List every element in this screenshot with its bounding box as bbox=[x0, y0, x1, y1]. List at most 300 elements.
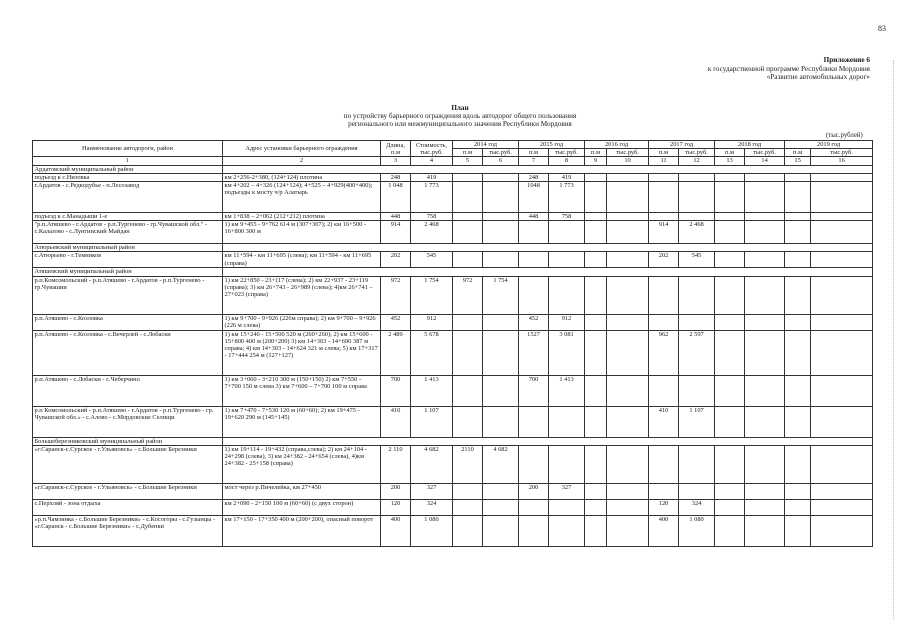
year-value bbox=[745, 445, 785, 483]
year-value: 912 bbox=[549, 314, 585, 330]
section-title: Атюрьевский муниципальный район bbox=[33, 244, 223, 252]
year-value: 202 bbox=[649, 252, 679, 268]
barrier-address: 1) км 19+114 - 19+432 (справа,слева); 2) км 24+104 - 24+298 (слева), 3) км 24+382 - 24+654 (слева), 4)км 24+382 - 25+158 (справа) bbox=[223, 445, 381, 483]
barrier-address: км 11+594 - км 11+695 (слева); км 11+594 - км 11+695 (справа) bbox=[223, 252, 381, 268]
header-cost-tr: тыс.руб. bbox=[549, 149, 585, 157]
year-value bbox=[679, 276, 715, 314]
column-number: 14 bbox=[745, 157, 785, 165]
year-value bbox=[453, 213, 483, 221]
column-number: 16 bbox=[811, 157, 873, 165]
year-value bbox=[715, 252, 745, 268]
year-value bbox=[519, 221, 549, 244]
column-number-row bbox=[33, 157, 873, 165]
cost-value: 1 754 bbox=[411, 276, 453, 314]
year-value: 2 468 bbox=[679, 221, 715, 244]
year-value bbox=[453, 252, 483, 268]
year-value: 1527 bbox=[519, 330, 549, 375]
road-name: «г.Саранск-с.Сурское - г.Ульяновск» - с.Большие Березники bbox=[33, 445, 223, 483]
section-filler bbox=[223, 165, 873, 173]
year-value bbox=[453, 406, 483, 437]
year-value: 1048 bbox=[519, 182, 549, 213]
column-number: 13 bbox=[715, 157, 745, 165]
table-row bbox=[33, 445, 873, 483]
year-value bbox=[785, 499, 811, 515]
document-title-line-2: регионального или межмуниципального значения Республики Мордовия bbox=[348, 120, 572, 129]
year-value bbox=[785, 213, 811, 221]
year-value: 972 bbox=[453, 276, 483, 314]
year-value bbox=[549, 499, 585, 515]
document-title-line-1: по устройству барьерного ограждения вдоль автодорог общего пользования bbox=[343, 112, 577, 121]
appendix-header bbox=[560, 56, 870, 82]
length-value: 914 bbox=[381, 221, 411, 244]
year-value bbox=[785, 276, 811, 314]
road-name: с.Перхляй - зона отдыха bbox=[33, 499, 223, 515]
year-value bbox=[745, 499, 785, 515]
year-value bbox=[785, 252, 811, 268]
year-value bbox=[585, 499, 607, 515]
year-value bbox=[585, 330, 607, 375]
year-value bbox=[453, 173, 483, 181]
year-value: 1 754 bbox=[483, 276, 519, 314]
year-value bbox=[679, 314, 715, 330]
road-name: "р.п.Атяшево - г.Ардатов - р.п.Тургенево - гр.Чувашской обл." - с.Калазово - с.Лунгинский Майдан bbox=[33, 221, 223, 244]
header-cost-tr: тыс.руб. bbox=[607, 149, 649, 157]
table-row bbox=[33, 406, 873, 437]
year-value bbox=[745, 221, 785, 244]
appendix-line-2: «Развитие автомобильных дорог» bbox=[766, 73, 870, 82]
road-name: подъезд к с.Манадыши 1-е bbox=[33, 213, 223, 221]
year-value: 120 bbox=[649, 499, 679, 515]
cost-value: 758 bbox=[411, 213, 453, 221]
length-value: 700 bbox=[381, 375, 411, 406]
year-value bbox=[453, 182, 483, 213]
year-value bbox=[785, 406, 811, 437]
year-value: 410 bbox=[649, 406, 679, 437]
length-value: 972 bbox=[381, 276, 411, 314]
section-filler bbox=[223, 268, 873, 276]
header-cost-tr: тыс.руб. bbox=[679, 149, 715, 157]
barrier-address: 1) км 7+470 - 7+530 120 м (60+60); 2) км 19+475 - 19+620 290 м (145+145) bbox=[223, 406, 381, 437]
road-name: р.п.Комсомольский - р.п.Атяшево - г.Ардатов - р.п.Тургенево - гр.Чувашии bbox=[33, 276, 223, 314]
year-value bbox=[745, 213, 785, 221]
year-value bbox=[649, 213, 679, 221]
column-number: 5 bbox=[453, 157, 483, 165]
year-value bbox=[679, 182, 715, 213]
year-value bbox=[453, 515, 483, 546]
year-value bbox=[519, 445, 549, 483]
year-value bbox=[745, 483, 785, 499]
year-value bbox=[483, 515, 519, 546]
year-value bbox=[549, 406, 585, 437]
year-value: 1 773 bbox=[549, 182, 585, 213]
year-value bbox=[745, 252, 785, 268]
year-value bbox=[811, 375, 873, 406]
table-row bbox=[33, 375, 873, 406]
year-value bbox=[715, 445, 745, 483]
length-value: 400 bbox=[381, 515, 411, 546]
section-row bbox=[33, 437, 873, 445]
year-value bbox=[649, 314, 679, 330]
year-value bbox=[607, 483, 649, 499]
year-value bbox=[585, 406, 607, 437]
year-value bbox=[745, 406, 785, 437]
road-name: «р.п.Чамзинка - с.Большие Березники» - с.Косогоры - с.Гузынцы - «г.Саранск - с.Большие Березники» - с.Дубенки bbox=[33, 515, 223, 546]
year-value: 758 bbox=[549, 213, 585, 221]
year-value bbox=[607, 515, 649, 546]
year-value: 545 bbox=[679, 252, 715, 268]
year-value bbox=[811, 483, 873, 499]
year-value bbox=[607, 499, 649, 515]
road-name: р.п.Атяшево - с.Козловка bbox=[33, 314, 223, 330]
column-number: 6 bbox=[483, 157, 519, 165]
length-value: 200 bbox=[381, 483, 411, 499]
cost-value: 324 bbox=[411, 499, 453, 515]
section-filler bbox=[223, 244, 873, 252]
column-number: 7 bbox=[519, 157, 549, 165]
cost-value: 419 bbox=[411, 173, 453, 181]
year-value: 2 597 bbox=[679, 330, 715, 375]
year-value bbox=[483, 182, 519, 213]
cost-value: 912 bbox=[411, 314, 453, 330]
year-value: 962 bbox=[649, 330, 679, 375]
header-year-2019: 2019 год bbox=[785, 141, 873, 149]
year-value bbox=[679, 213, 715, 221]
column-number: 11 bbox=[649, 157, 679, 165]
year-value: 200 bbox=[519, 483, 549, 499]
table-row bbox=[33, 252, 873, 268]
year-value bbox=[549, 515, 585, 546]
header-name: Наименование автодороги, район bbox=[33, 141, 223, 157]
cost-value: 1 080 bbox=[411, 515, 453, 546]
year-value bbox=[715, 182, 745, 213]
year-value: 1 413 bbox=[549, 375, 585, 406]
cost-value: 2 468 bbox=[411, 221, 453, 244]
year-value bbox=[585, 483, 607, 499]
table-body bbox=[33, 157, 873, 546]
year-value bbox=[785, 182, 811, 213]
table-row bbox=[33, 483, 873, 499]
header-length-pm: п.м bbox=[519, 149, 549, 157]
appendix-line-1: к государственной программе Республики Мордовия bbox=[707, 64, 870, 73]
year-value bbox=[649, 375, 679, 406]
year-value bbox=[649, 445, 679, 483]
year-value bbox=[483, 330, 519, 375]
year-value bbox=[715, 515, 745, 546]
year-value bbox=[811, 252, 873, 268]
year-value: 4 682 bbox=[483, 445, 519, 483]
header-cost: Стоимость, тыс.руб. bbox=[411, 141, 453, 157]
year-value bbox=[607, 173, 649, 181]
year-value bbox=[715, 221, 745, 244]
year-value bbox=[649, 173, 679, 181]
barrier-address: мост через р.Пичелейка, км 27+450 bbox=[223, 483, 381, 499]
year-value bbox=[607, 445, 649, 483]
section-title: Большеберезниковский муниципальный район bbox=[33, 437, 223, 445]
year-value: 700 bbox=[519, 375, 549, 406]
year-value bbox=[607, 276, 649, 314]
year-value: 1 080 bbox=[679, 515, 715, 546]
table-row bbox=[33, 499, 873, 515]
barrier-address: км 4+202 – 4+326 (124+124); 4+525 – 4+929(400+400); подъезды к мосту ч/р Алатырь bbox=[223, 182, 381, 213]
column-number: 3 bbox=[381, 157, 411, 165]
page-number: 83 bbox=[878, 24, 886, 33]
year-value: 248 bbox=[519, 173, 549, 181]
year-value bbox=[453, 330, 483, 375]
length-value: 410 bbox=[381, 406, 411, 437]
table-row bbox=[33, 173, 873, 181]
year-value bbox=[585, 375, 607, 406]
year-value bbox=[607, 314, 649, 330]
column-number: 8 bbox=[549, 157, 585, 165]
year-value bbox=[715, 314, 745, 330]
year-value bbox=[483, 483, 519, 499]
year-value bbox=[745, 375, 785, 406]
year-value bbox=[811, 314, 873, 330]
year-value bbox=[585, 182, 607, 213]
year-value: 1 107 bbox=[679, 406, 715, 437]
year-value bbox=[785, 173, 811, 181]
header-length-pm: п.м bbox=[785, 149, 811, 157]
year-value bbox=[453, 375, 483, 406]
document-title bbox=[250, 104, 670, 129]
year-value bbox=[649, 182, 679, 213]
year-value bbox=[679, 173, 715, 181]
column-number: 9 bbox=[585, 157, 607, 165]
year-value bbox=[585, 221, 607, 244]
year-value bbox=[453, 483, 483, 499]
units-label: (тыс.рублей) bbox=[826, 132, 863, 139]
year-value bbox=[745, 173, 785, 181]
section-title: Атяшевский муниципальный район bbox=[33, 268, 223, 276]
section-title: Ардатовский муниципальный район bbox=[33, 165, 223, 173]
header-year-2015: 2015 год bbox=[519, 141, 585, 149]
section-row bbox=[33, 244, 873, 252]
year-value bbox=[811, 330, 873, 375]
year-value bbox=[715, 499, 745, 515]
year-value bbox=[585, 515, 607, 546]
table-row bbox=[33, 330, 873, 375]
year-value: 3 081 bbox=[549, 330, 585, 375]
year-value bbox=[607, 406, 649, 437]
year-value bbox=[785, 221, 811, 244]
year-value bbox=[679, 375, 715, 406]
length-value: 452 bbox=[381, 314, 411, 330]
year-value bbox=[715, 375, 745, 406]
cost-value: 1 107 bbox=[411, 406, 453, 437]
year-value bbox=[483, 406, 519, 437]
header-length-pm: п.м bbox=[715, 149, 745, 157]
year-value bbox=[811, 173, 873, 181]
table-row bbox=[33, 182, 873, 213]
road-name: с.Атюрьево - г.Темников bbox=[33, 252, 223, 268]
column-number: 10 bbox=[607, 157, 649, 165]
year-value bbox=[607, 252, 649, 268]
year-value: 419 bbox=[549, 173, 585, 181]
year-value bbox=[549, 445, 585, 483]
year-value bbox=[785, 375, 811, 406]
year-value bbox=[585, 252, 607, 268]
year-value bbox=[585, 314, 607, 330]
year-value bbox=[519, 406, 549, 437]
year-value bbox=[585, 445, 607, 483]
year-value bbox=[549, 276, 585, 314]
header-address: Адрес установки барьерного ограждения bbox=[223, 141, 381, 157]
year-value bbox=[585, 276, 607, 314]
header-cost-tr: тыс.руб. bbox=[745, 149, 785, 157]
year-value: 2110 bbox=[453, 445, 483, 483]
length-value: 120 bbox=[381, 499, 411, 515]
year-value bbox=[811, 221, 873, 244]
year-value bbox=[585, 173, 607, 181]
year-value bbox=[715, 483, 745, 499]
barrier-plan-table bbox=[32, 140, 873, 547]
year-value bbox=[715, 406, 745, 437]
year-value bbox=[649, 483, 679, 499]
scan-edge-line bbox=[893, 60, 895, 620]
year-value bbox=[453, 499, 483, 515]
barrier-address: км 2+090 - 2+150 100 м (60+60) (с двух сторон) bbox=[223, 499, 381, 515]
year-value bbox=[811, 182, 873, 213]
year-value bbox=[715, 330, 745, 375]
length-value: 1 048 bbox=[381, 182, 411, 213]
table-row bbox=[33, 515, 873, 546]
year-value bbox=[519, 515, 549, 546]
year-value: 324 bbox=[679, 499, 715, 515]
year-value bbox=[811, 445, 873, 483]
year-value bbox=[745, 314, 785, 330]
year-value bbox=[607, 375, 649, 406]
year-value bbox=[607, 221, 649, 244]
column-number: 15 bbox=[785, 157, 811, 165]
column-number: 12 bbox=[679, 157, 715, 165]
barrier-address: 1) км 9+700 - 9+926 (226м справа); 2) км 9+700 – 9+926 (226 м слева) bbox=[223, 314, 381, 330]
year-value bbox=[549, 252, 585, 268]
column-number: 1 bbox=[33, 157, 223, 165]
header-length-pm: п.м bbox=[649, 149, 679, 157]
year-value: 914 bbox=[649, 221, 679, 244]
appendix-title: Приложение 6 bbox=[823, 56, 870, 64]
year-value bbox=[745, 276, 785, 314]
year-value bbox=[745, 330, 785, 375]
section-filler bbox=[223, 437, 873, 445]
header-row-top bbox=[33, 141, 873, 149]
table-row bbox=[33, 276, 873, 314]
length-value: 448 bbox=[381, 213, 411, 221]
year-value bbox=[785, 330, 811, 375]
header-cost-tr: тыс.руб. bbox=[483, 149, 519, 157]
year-value bbox=[483, 213, 519, 221]
year-value bbox=[811, 276, 873, 314]
table-row bbox=[33, 213, 873, 221]
year-value bbox=[679, 483, 715, 499]
year-value bbox=[715, 213, 745, 221]
cost-value: 545 bbox=[411, 252, 453, 268]
header-length-pm: п.м bbox=[453, 149, 483, 157]
barrier-address: км 17+150 - 17+350 400 м (200+200), опасный поворот bbox=[223, 515, 381, 546]
year-value bbox=[785, 445, 811, 483]
year-value bbox=[453, 221, 483, 244]
year-value bbox=[811, 499, 873, 515]
document-title-main: План bbox=[451, 104, 469, 112]
length-value: 2 489 bbox=[381, 330, 411, 375]
year-value bbox=[549, 221, 585, 244]
barrier-address: 1) км 3+060 - 3+210 300 м (150+150) 2) км 7+550 - 7+700 150 м слева 3) км 7+600 – 7+700 100 м справа bbox=[223, 375, 381, 406]
year-value: 448 bbox=[519, 213, 549, 221]
road-name: подъезд к с.Низовка bbox=[33, 173, 223, 181]
road-name: р.п Комсомольский - р.п.Атяшево - г.Ардатов - р.п.Тургенево - гр. Чувашской обл.» - с.Алово - с.Мордовские Селищи bbox=[33, 406, 223, 437]
cost-value: 327 bbox=[411, 483, 453, 499]
header-year-2014: 2014 год bbox=[453, 141, 519, 149]
header-length-pm: п.м bbox=[585, 149, 607, 157]
header-year-2016: 2016 год bbox=[585, 141, 649, 149]
year-value bbox=[745, 182, 785, 213]
header-year-2018: 2018 год bbox=[715, 141, 785, 149]
year-value bbox=[519, 252, 549, 268]
year-value bbox=[607, 182, 649, 213]
year-value bbox=[679, 445, 715, 483]
year-value bbox=[483, 375, 519, 406]
year-value bbox=[483, 221, 519, 244]
section-row bbox=[33, 268, 873, 276]
year-value bbox=[811, 213, 873, 221]
year-value bbox=[785, 515, 811, 546]
cost-value: 1 773 bbox=[411, 182, 453, 213]
table-row bbox=[33, 314, 873, 330]
year-value: 327 bbox=[549, 483, 585, 499]
barrier-address: 1) км 15+240 - 15+500 520 м (260+260); 2) км 15+600 - 15+800 400 м (200+200) 3) км 14+303 - 14+690 387 м справа; 4) км 14+303 - 14+624 321 м слева; 5) км 17+317 - 17+444 254 м (127+127) bbox=[223, 330, 381, 375]
year-value bbox=[745, 515, 785, 546]
column-number: 4 bbox=[411, 157, 453, 165]
length-value: 248 bbox=[381, 173, 411, 181]
year-value bbox=[811, 515, 873, 546]
section-row bbox=[33, 165, 873, 173]
year-value bbox=[715, 276, 745, 314]
year-value bbox=[585, 213, 607, 221]
year-value bbox=[715, 173, 745, 181]
cost-value: 5 678 bbox=[411, 330, 453, 375]
year-value: 452 bbox=[519, 314, 549, 330]
year-value bbox=[483, 314, 519, 330]
table-row bbox=[33, 221, 873, 244]
year-value bbox=[483, 173, 519, 181]
road-name: р.п.Атяшево - с.Козловка - с.Вечерлей - с.Лобаски bbox=[33, 330, 223, 375]
header-year-2017: 2017 год bbox=[649, 141, 715, 149]
year-value bbox=[483, 499, 519, 515]
cost-value: 4 682 bbox=[411, 445, 453, 483]
road-name: г.Ардатов - с.Редкодубье - п.Лесозавод bbox=[33, 182, 223, 213]
road-name: «г.Саранск-с.Сурское - г.Ульяновск» - с.Большие Березники bbox=[33, 483, 223, 499]
year-value bbox=[519, 499, 549, 515]
barrier-address: км 1+838 – 2+062 (212+212) плотина bbox=[223, 213, 381, 221]
year-value: 400 bbox=[649, 515, 679, 546]
barrier-address: 1) км 9+455 - 9+762 614 м (307+307); 2) км 16+500 - 16+800 300 м bbox=[223, 221, 381, 244]
length-value: 2 110 bbox=[381, 445, 411, 483]
year-value bbox=[811, 406, 873, 437]
column-number: 2 bbox=[223, 157, 381, 165]
length-value: 202 bbox=[381, 252, 411, 268]
year-value bbox=[785, 483, 811, 499]
header-length: Длина, п.м bbox=[381, 141, 411, 157]
year-value bbox=[607, 213, 649, 221]
year-value bbox=[607, 330, 649, 375]
barrier-address: км 2+256-2+380, (124+124) плотина bbox=[223, 173, 381, 181]
road-name: р.п.Атяшево - с.Лобаски - с.Чеберчино bbox=[33, 375, 223, 406]
year-value bbox=[785, 314, 811, 330]
year-value bbox=[483, 252, 519, 268]
cost-value: 1 413 bbox=[411, 375, 453, 406]
year-value bbox=[649, 276, 679, 314]
header-cost-tr: тыс.руб. bbox=[811, 149, 873, 157]
